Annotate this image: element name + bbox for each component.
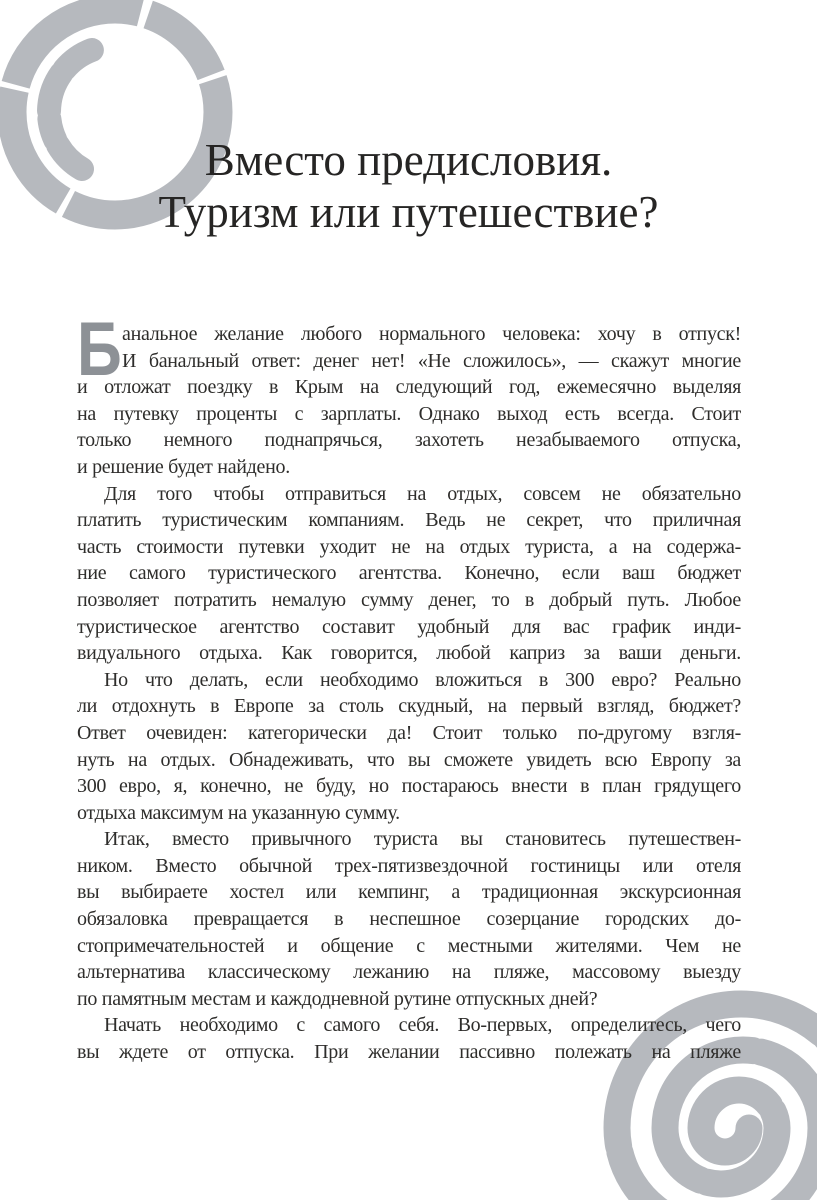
body-text <box>77 307 741 1066</box>
text-line: стопримечательностей и общение с местными жителями. Чем не <box>77 934 741 957</box>
text-line: ли отдохнуть в Европе за столь скудный, на первый взгляд, бюджет? <box>77 695 741 718</box>
paragraph <box>77 307 741 481</box>
text-line: отдыха максимум на указанную сумму. <box>77 801 400 824</box>
text-line: 300 евро, я, конечно, не буду, но постараюсь внести в план грядущего <box>77 775 741 798</box>
text-line: часть стоимости путевки уходит не на отдых туриста, а на содержа- <box>77 535 741 558</box>
text-line: ние самого туристического агентства. Конечно, если ваш бюджет <box>77 562 741 585</box>
text-line: только немного поднапрячься, захотеть незабываемого отпуска, <box>77 429 741 452</box>
text-line: ником. Вместо обычной трех-пятизвездочной гостиницы или отеля <box>77 854 741 877</box>
text-line: вы выбираете хостел или кемпинг, а традиционная экскурсионная <box>77 881 741 904</box>
text-line: вы ждете от отпуска. При желании пассивно полежать на пляже <box>77 1041 741 1064</box>
drop-cap: Б <box>77 307 122 392</box>
text-line: Но что делать, если необходимо вложиться в 300 евро? Реально <box>104 668 741 691</box>
text-line: Итак, вместо привычного туриста вы становитесь путешествен- <box>104 828 741 851</box>
text-line: по памятным местам и каждодневной рутине отпускных дней? <box>77 987 598 1010</box>
paragraph <box>77 481 741 667</box>
text-line: Ответ очевиден: категорически да! Стоит только по-другому взгля- <box>77 721 741 744</box>
text-line: обязаловка превращается в неспешное созерцание городских до- <box>77 908 741 931</box>
text-line: и решение будет найдено. <box>77 455 290 478</box>
chapter-title <box>0 134 817 238</box>
chapter-title-line-2: Туризм или путешествие? <box>158 187 659 237</box>
text-line: Начать необходимо с самого себя. Во-первых, определитесь, чего <box>104 1014 741 1037</box>
text-line: анальное желание любого нормального человека: хочу в отпуск! <box>122 323 741 345</box>
chapter-title-line-1: Вместо предисловия. <box>204 135 613 185</box>
text-line: И банальный ответ: денег нет! «Не сложилось», — скажут многие <box>122 349 741 372</box>
text-line: альтернатива классическому лежанию на пляже, массовому выезду <box>77 961 741 984</box>
text-line: видуального отдыха. Как говорится, любой каприз за ваши деньги. <box>77 642 741 665</box>
paragraph <box>77 1012 741 1065</box>
paragraph <box>77 826 741 1012</box>
text-line: туристическое агентство составит удобный для вас график инди- <box>77 615 741 638</box>
text-line: Для того чтобы отправиться на отдых, совсем не обязательно <box>104 482 741 505</box>
text-line: и отложат поездку в Крым на следующий год, ежемесячно выделяя <box>77 376 741 399</box>
paragraph <box>77 667 741 827</box>
text-line: позволяет потратить немалую сумму денег, то в добрый путь. Любое <box>77 588 741 611</box>
text-line: нуть на отдых. Обнадеживать, что вы сможете увидеть всю Европу за <box>77 748 741 771</box>
text-line: на путевку проценты с зарплаты. Однако выход есть всегда. Стоит <box>77 402 741 425</box>
text-line: платить туристическим компаниям. Ведь не секрет, что приличная <box>77 509 741 532</box>
